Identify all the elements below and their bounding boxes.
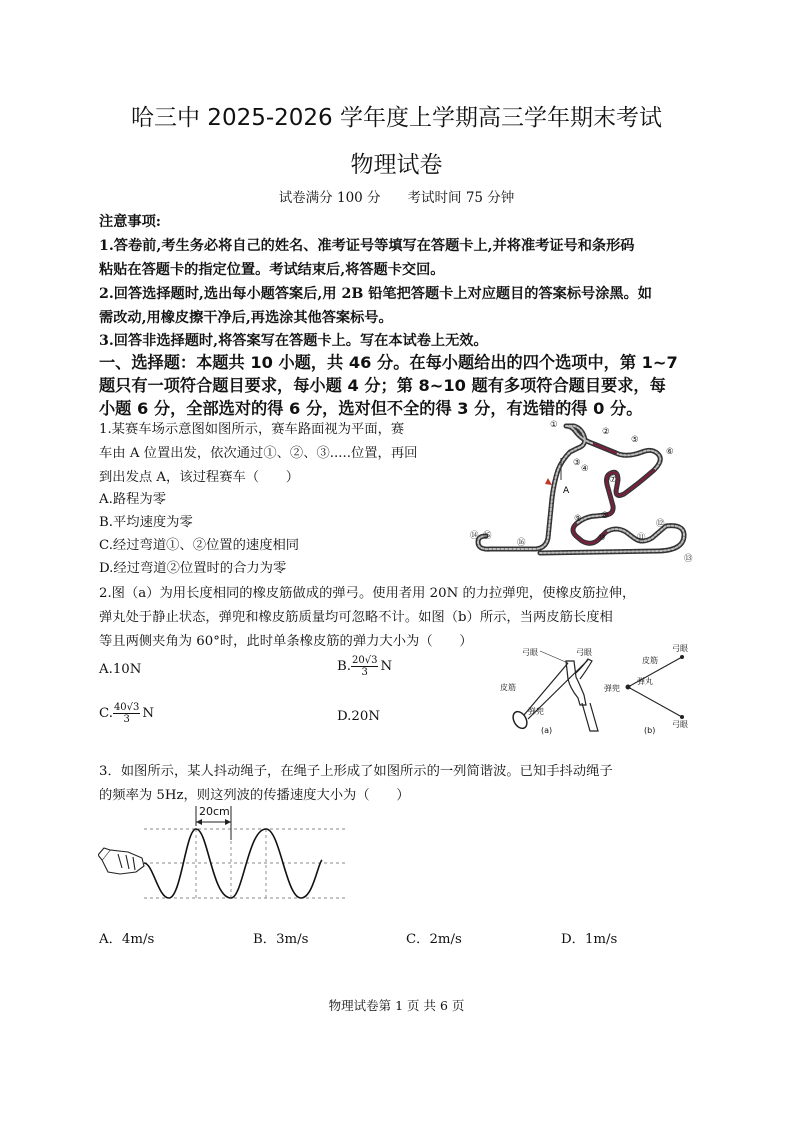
svg-text:⑤: ⑤ — [631, 435, 639, 445]
svg-text:⑫: ⑫ — [656, 519, 665, 529]
race-track-figure — [466, 418, 696, 568]
label-bow-eye: 弓眼 — [672, 644, 688, 653]
slingshot-figure-a — [498, 643, 608, 735]
q2-stem: 弹丸处于静止状态，弹兜和橡皮筋质量均可忽略不计。如图（b）所示，当两皮筋长度相 — [99, 610, 613, 625]
svg-text:⑪: ⑪ — [637, 533, 646, 543]
q3-option-d: D．1m/s — [561, 932, 618, 947]
caption-b: (b) — [644, 726, 656, 735]
q1-stem: 到出发点 A，该过程赛车（ ） — [99, 470, 299, 485]
q2-stem: 等且两侧夹角为 60°时，此时单条橡皮筋的弹力大小为（ ） — [99, 634, 473, 649]
svg-text:⑩: ⑩ — [598, 533, 606, 543]
svg-text:⑯: ⑯ — [517, 538, 526, 548]
section-heading: 小题 6 分，全部选对的得 6 分，选对但不全的得 3 分，有选错的得 0 分。 — [99, 399, 643, 418]
svg-text:⑭: ⑭ — [470, 531, 479, 541]
label-pouch: 弹兜 — [604, 684, 620, 693]
label-bow-eye: 弓眼 — [576, 648, 592, 657]
svg-text:⑬: ⑬ — [684, 554, 693, 564]
svg-text:④: ④ — [581, 464, 589, 474]
label-pellet: 弹丸 — [637, 677, 653, 686]
label-rubber-band: 皮筋 — [500, 683, 516, 692]
q3-option-c: C．2m/s — [406, 932, 462, 947]
exam-info: 试卷满分 100 分 考试时间 75 分钟 — [278, 190, 515, 206]
svg-text:①: ① — [550, 420, 558, 430]
exam-subject: 物理试卷 — [350, 152, 443, 178]
start-label: A — [563, 486, 570, 496]
label-rubber-band: 皮筋 — [642, 656, 658, 665]
svg-text:③: ③ — [573, 458, 581, 468]
svg-text:⑨: ⑨ — [574, 514, 582, 524]
page-footer: 物理试卷第 1 页 共 6 页 — [328, 998, 465, 1013]
notice-line: 2.回答选择题时,选出每小题答案后,用 2B 铅笔把答题卡上对应题目的答案标号涂黑。如 — [99, 286, 652, 302]
q2-option-a: A.10N — [99, 662, 142, 677]
q2-option-c: C. $\frac{40√3}{3}$ N — [99, 702, 155, 725]
slingshot-figure-b — [604, 643, 694, 735]
q1-option-a: A.路程为零 — [99, 492, 167, 507]
svg-text:⑧: ⑧ — [601, 511, 609, 521]
q1-stem: 1.某赛车场示意图如图所示，赛车路面视为平面，赛 — [99, 422, 405, 437]
label-pouch: 弹兜 — [528, 707, 544, 716]
q3-stem: 3．如图所示，某人抖动绳子，在绳子上形成了如图所示的一列简谐波。已知手抖动绳子 — [99, 764, 613, 779]
q1-option-d: D.经过弯道②位置时的合力为零 — [99, 561, 287, 576]
notice-line: 粘贴在答题卡的指定位置。考试结束后,将答题卡交回。 — [99, 262, 445, 278]
svg-text:⑥: ⑥ — [666, 447, 674, 457]
svg-text:②: ② — [602, 427, 610, 437]
q3-option-a: A．4m/s — [99, 932, 155, 947]
svg-text:⑮: ⑮ — [483, 531, 492, 541]
section-heading: 一、选择题：本题共 10 小题，共 46 分。在每小题给出的四个选项中，第 1~7 — [99, 353, 678, 372]
notice-line: 1.答卷前,考生务必将自己的姓名、准考证号等填写在答题卡上,并将准考证号和条形码 — [99, 238, 635, 254]
q2-stem: 2.图（a）为用长度相同的橡皮筋做成的弹弓。使用者用 20N 的力拉弹兜，使橡皮筋拉伸， — [99, 586, 636, 601]
q2-option-d: D.20N — [337, 709, 380, 724]
svg-text:⑦: ⑦ — [609, 475, 617, 485]
notice-line: 需改动,用橡皮擦干净后,再选涂其他答案标号。 — [99, 310, 393, 326]
notice-line: 3.回答非选择题时,将答案写在答题卡上。写在本试卷上无效。 — [99, 333, 488, 349]
q1-stem: 车由 A 位置出发，依次通过①、②、③.....位置，再回 — [99, 446, 418, 461]
label-bow-eye: 弓眼 — [522, 648, 538, 657]
wavelength-label: 20cm — [199, 805, 230, 818]
hand-icon — [98, 848, 144, 874]
q2-option-b: B. $\frac{20√3}{3}$ N — [337, 655, 393, 678]
exam-title: 哈三中 2025-2026 学年度上学期高三学年期末考试 — [131, 105, 662, 131]
rope-wave-figure — [98, 800, 350, 910]
q1-option-b: B.平均速度为零 — [99, 515, 193, 530]
label-bow-eye: 弓眼 — [672, 720, 688, 729]
q3-option-b: B．3m/s — [253, 932, 309, 947]
notice-heading: 注意事项: — [99, 214, 161, 230]
q1-option-c: C.经过弯道①、②位置的速度相同 — [99, 538, 300, 553]
caption-a: (a) — [541, 726, 553, 735]
q3-stem: 的频率为 5Hz，则这列波的传播速度大小为（ ） — [99, 788, 410, 803]
section-heading: 题只有一项符合题目要求，每小题 4 分；第 8~10 题有多项符合题目要求，每 — [99, 376, 666, 395]
